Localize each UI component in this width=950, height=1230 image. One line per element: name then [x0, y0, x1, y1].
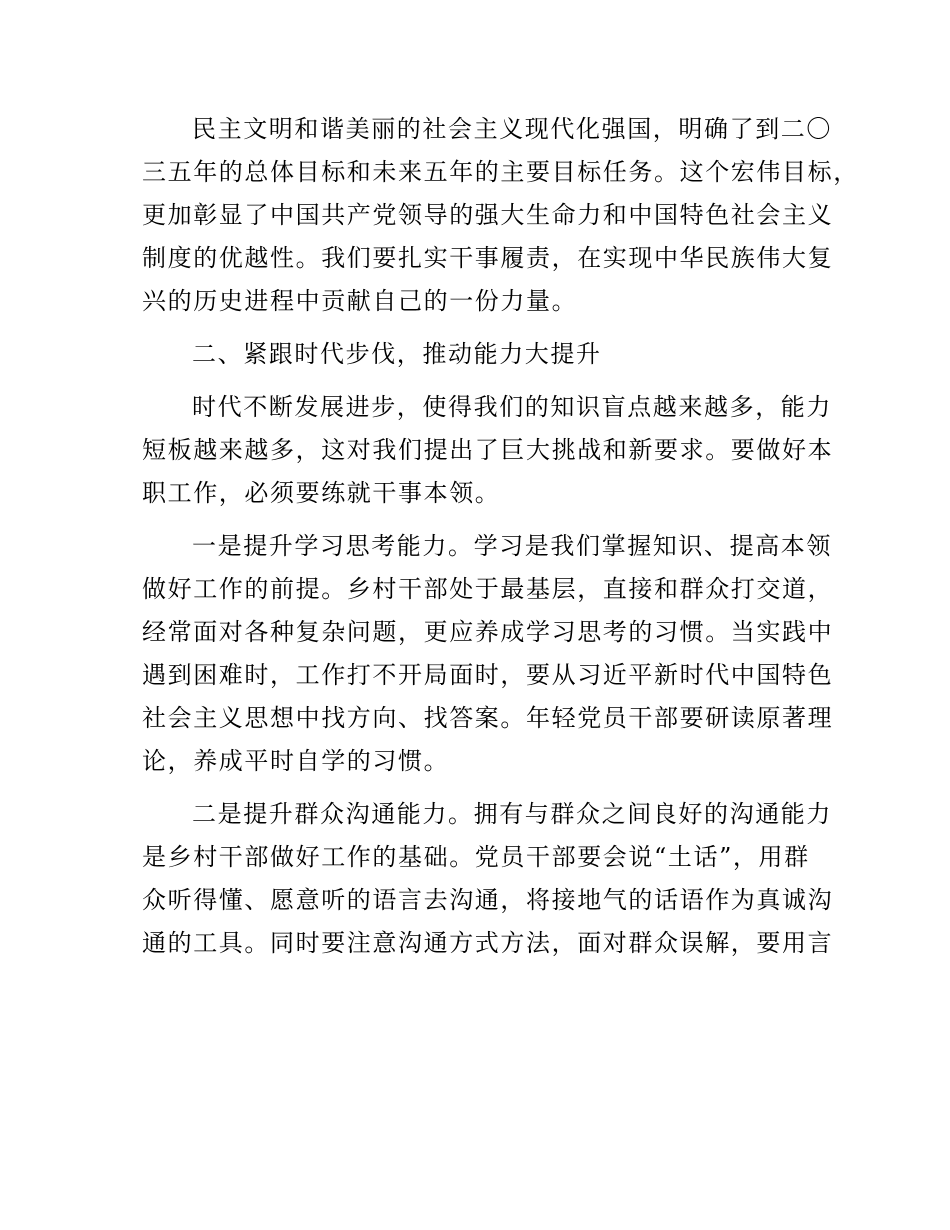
text-line: 论，养成平时自学的习惯。 [142, 747, 450, 775]
text-line: 兴的历史进程中贡献自己的一份力量。 [142, 287, 578, 315]
paragraph-1 [142, 108, 859, 323]
text-line: 一是提升学习思考能力。学习是我们掌握知识、提高本领 [192, 532, 832, 560]
section-heading: 二、紧跟时代步伐，推动能力大提升 [192, 340, 602, 368]
paragraph-4 [142, 793, 834, 965]
text-line: 经常面对各种复杂问题，更应养成学习思考的习惯。当实践中 [142, 618, 834, 646]
text-line: 众听得懂、愿意听的语言去沟通，将接地气的话语作为真诚沟 [142, 886, 834, 914]
text-line: 民主文明和谐美丽的社会主义现代化强国，明确了到二〇 [192, 115, 832, 143]
text-line: 社会主义思想中找方向、找答案。年轻党员干部要研读原著理 [142, 704, 834, 732]
text-line: 制度的优越性。我们要扎实干事履责，在实现中华民族伟大复 [142, 244, 834, 272]
text-line: 职工作，必须要练就干事本领。 [142, 479, 501, 507]
document-body [142, 108, 859, 975]
text-line: 三五年的总体目标和未来五年的主要目标任务。这个宏伟目标， [142, 158, 859, 186]
text-line: 更加彰显了中国共产党领导的强大生命力和中国特色社会主义 [142, 201, 834, 229]
text-line: 做好工作的前提。乡村干部处于最基层，直接和群众打交道， [142, 575, 834, 603]
text-line: 二是提升群众沟通能力。拥有与群众之间良好的沟通能力 [192, 800, 832, 828]
paragraph-3 [142, 525, 834, 783]
text-line: 是乡村干部做好工作的基础。党员干部要会说“土话”，用群 [142, 843, 810, 871]
paragraph-2 [142, 386, 834, 515]
text-line: 时代不断发展进步，使得我们的知识盲点越来越多，能力 [192, 393, 832, 421]
text-line: 短板越来越多，这对我们提出了巨大挑战和新要求。要做好本 [142, 436, 834, 464]
text-line: 遇到困难时，工作打不开局面时，要从习近平新时代中国特色 [142, 661, 834, 689]
text-line: 通的工具。同时要注意沟通方式方法，面对群众误解，要用言 [142, 929, 834, 957]
